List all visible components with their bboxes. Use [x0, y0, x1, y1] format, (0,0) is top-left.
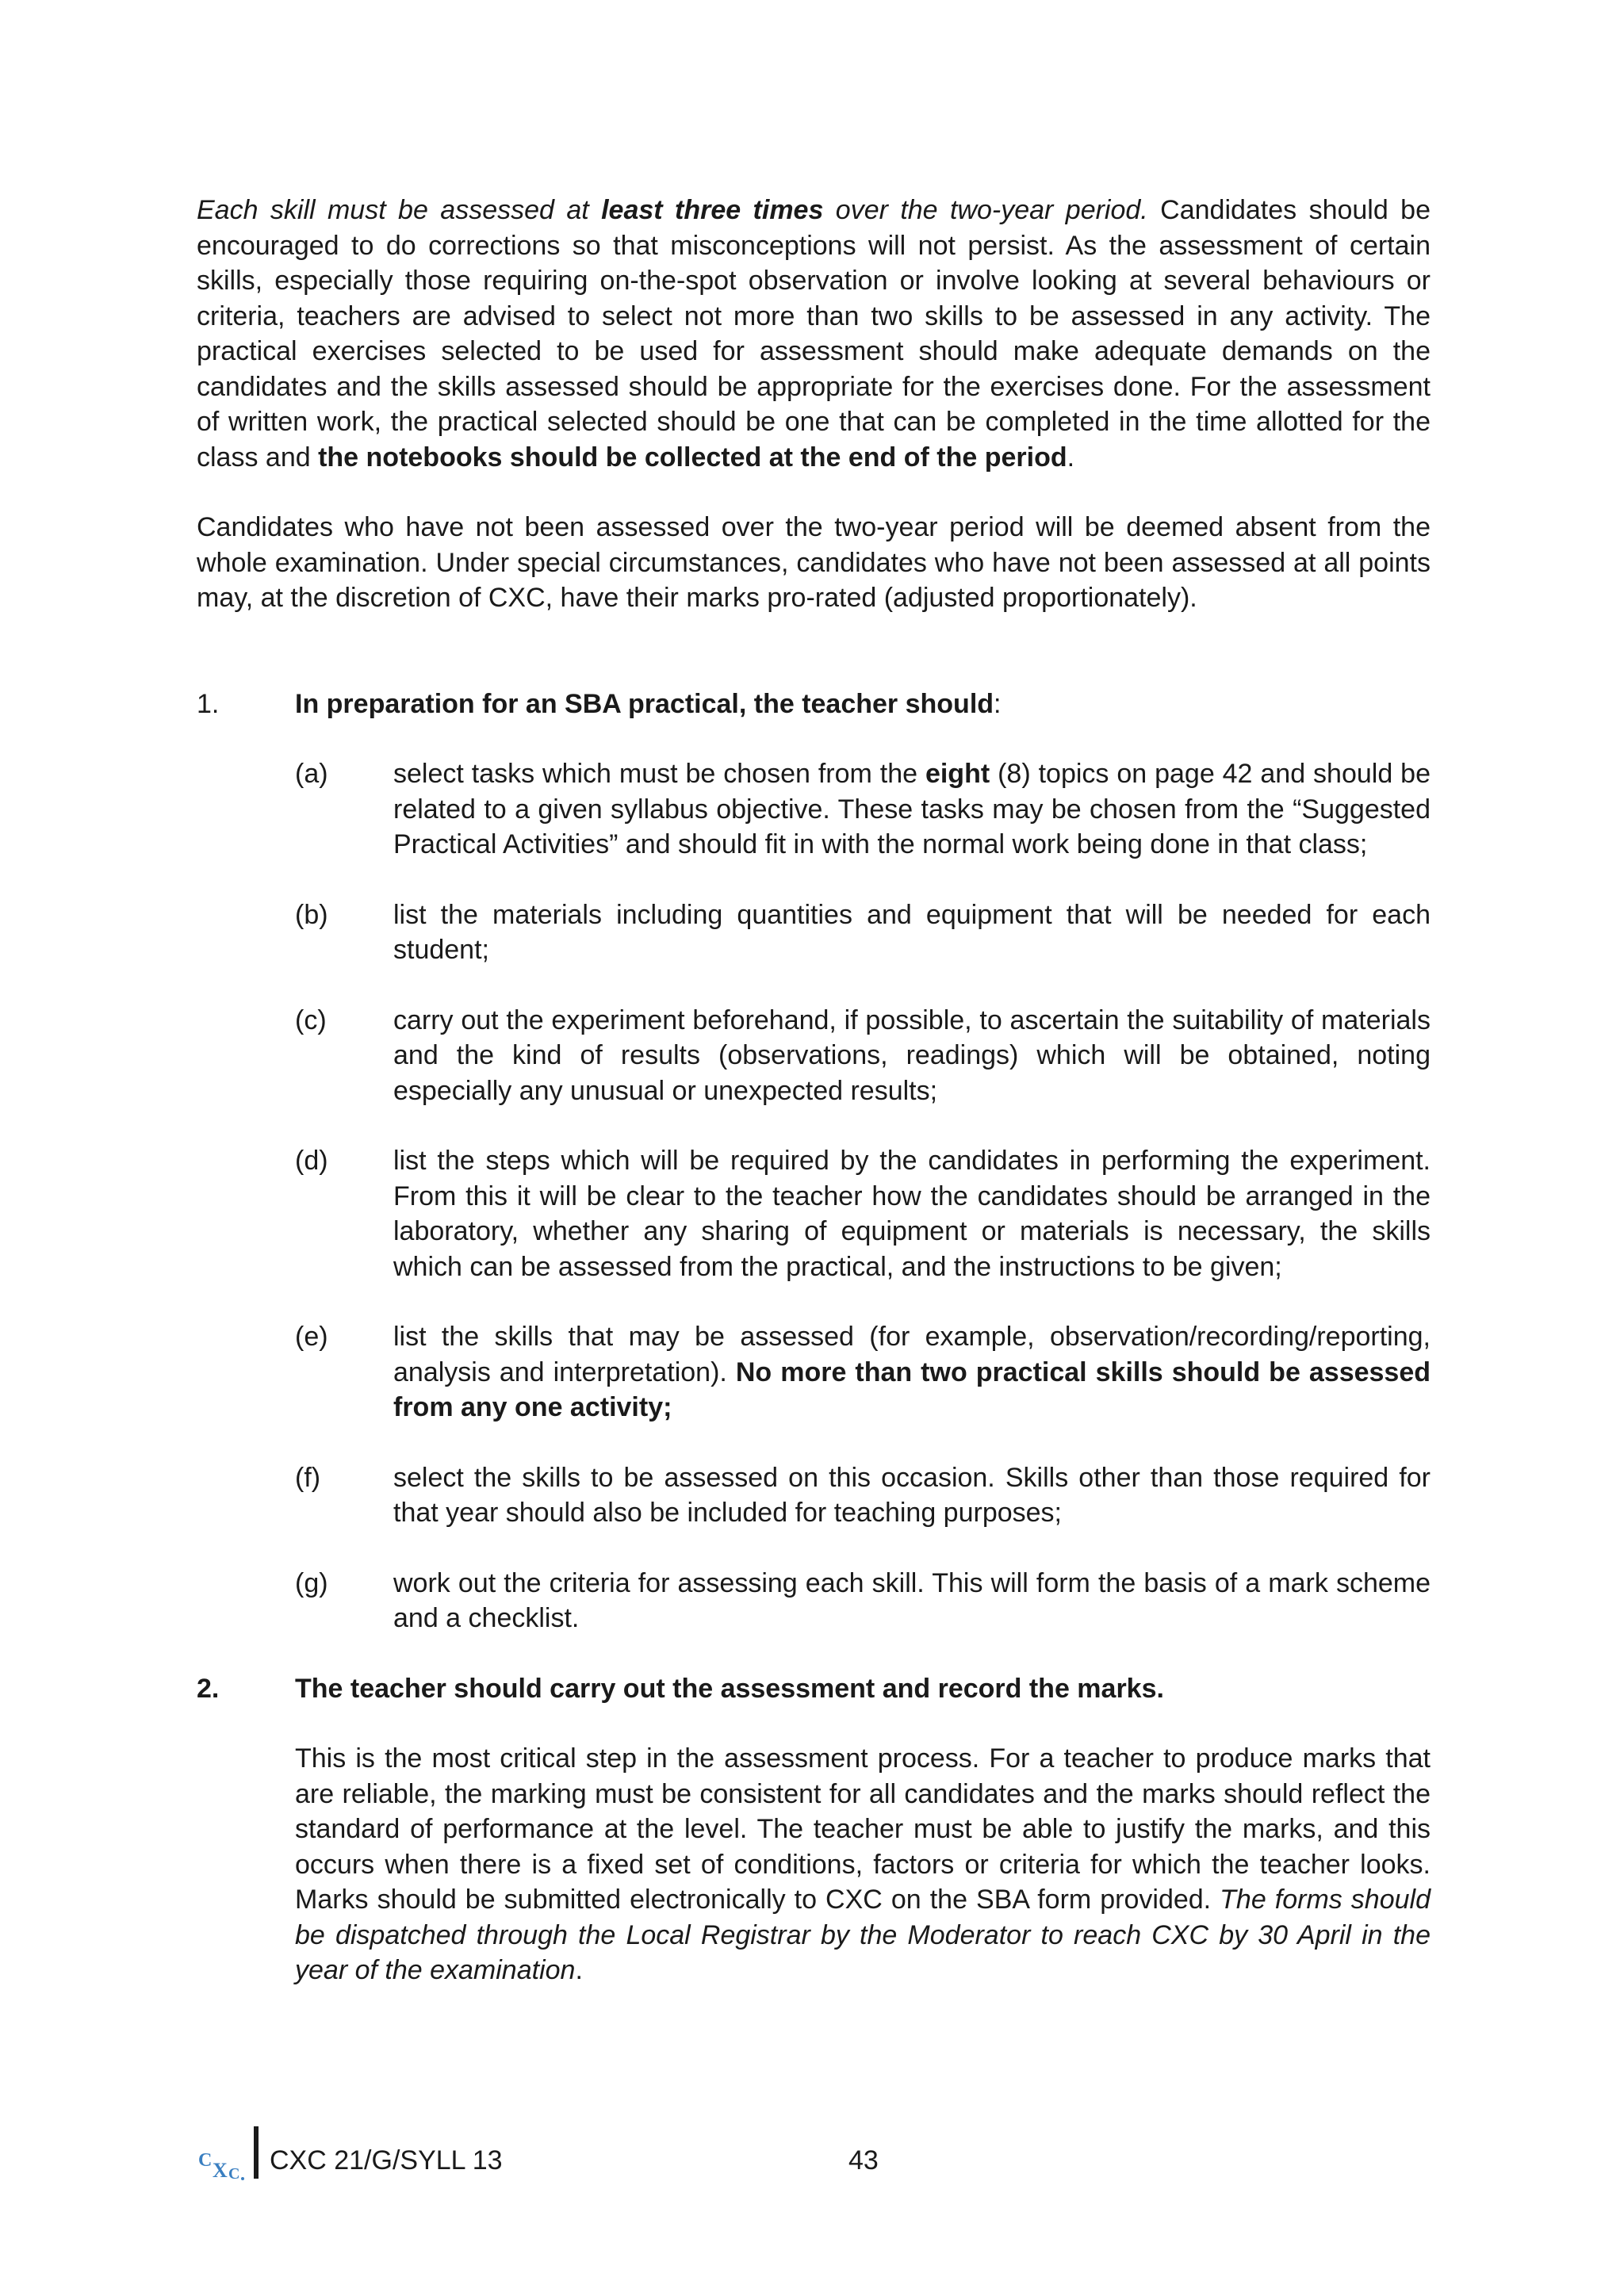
- page-content: [197, 193, 1431, 1988]
- list-text-part: select tasks which must be chosen from the: [393, 759, 925, 789]
- list-item-c: [295, 1003, 1431, 1109]
- list-label: (b): [295, 899, 328, 930]
- svg-text:X: X: [213, 2159, 228, 2182]
- list-text: carry out the experiment beforehand, if possible, to ascertain the suitability of materials and the kind of results (observations, readings) which will be obtained, noting especially any unusual or unexpected results;: [393, 1004, 1431, 1106]
- section-1-number: 1.: [197, 688, 220, 719]
- cxc-logo-icon: [197, 2147, 247, 2182]
- list-text: select the skills to be assessed on this occasion. Skills other than those required for that year should also be included for teaching purposes;: [393, 1462, 1431, 1528]
- footer-divider: [254, 2126, 259, 2179]
- list-item-a: [295, 756, 1431, 863]
- list-text-bold: No more than two practical skills should be assessed from any one activity;: [393, 1357, 1431, 1422]
- list-text-part: (8) topics on page 42 and should be related to a given syllabus objective. These tasks may be chosen from the “Suggested Practical Activities” and should fit in with the normal work being done in that class;: [393, 759, 1431, 859]
- list-label: (c): [295, 1004, 327, 1035]
- list-label: (e): [295, 1322, 328, 1352]
- section-2-number: 2.: [197, 1673, 220, 1704]
- list-text-part: list the skills that may be assessed (for example, observation/recording/reporting, analysis and interpretation).: [393, 1322, 1431, 1387]
- intro-paragraph-1: [197, 193, 1431, 475]
- intro-end: .: [1067, 442, 1075, 473]
- list-item-b: [295, 897, 1431, 968]
- syllabus-code: CXC 21/G/SYLL 13: [270, 2145, 503, 2175]
- section-2-body: [295, 1741, 1431, 1988]
- section-2-italic: The forms should be dispatched through the Local Registrar by the Moderator to reach CXC by 30 April in the year of the examination: [295, 1885, 1431, 1985]
- section-1-title: In preparation for an SBA practical, the teacher should: [295, 688, 994, 719]
- section-1-heading: [197, 687, 1431, 722]
- list-text: list the materials including quantities and equipment that will be needed for each student;: [393, 899, 1431, 965]
- section-2-text: This is the most critical step in the assessment process. For a teacher to produce marks that are reliable, the marking must be consistent for all candidates and the marks should reflect the standard of performance at the level. The teacher must be able to justify the marks, and this occurs when there is a fixed set of conditions, factors or criteria for which the teacher looks. Marks should be submitted electronically to CXC on the SBA form provided.: [295, 1743, 1431, 1915]
- list-label: (g): [295, 1567, 328, 1598]
- section-1-list: [295, 756, 1431, 1636]
- list-item-e: [295, 1319, 1431, 1425]
- list-text: [393, 1319, 1431, 1425]
- section-2-heading: [197, 1671, 1431, 1707]
- list-item-f: [295, 1460, 1431, 1531]
- page-footer: [197, 2126, 1431, 2182]
- list-label: (d): [295, 1146, 328, 1176]
- list-text: list the steps which will be required by the candidates in performing the experiment. From this it will be clear to the teacher how the candidates should be arranged in the laboratory, whether any sharing of equipment or materials is necessary, the skills which can be assessed from the practical, and the instructions to be given;: [393, 1146, 1431, 1282]
- list-text: [393, 756, 1431, 863]
- svg-text:C: C: [198, 2150, 213, 2171]
- list-label: (a): [295, 759, 328, 789]
- section-2-title: The teacher should carry out the assessment and record the marks.: [295, 1673, 1164, 1704]
- svg-text:C: C: [228, 2165, 240, 2182]
- intro-italic-2: over the two-year period.: [823, 195, 1148, 225]
- list-text: work out the criteria for assessing each skill. This will form the basis of a mark scheme and a checklist.: [393, 1567, 1431, 1633]
- page-number: 43: [848, 2145, 879, 2175]
- section-1-colon: :: [994, 688, 1002, 719]
- intro-bold: the notebooks should be collected at the end of the period: [318, 442, 1067, 473]
- intro-paragraph-2: Candidates who have not been assessed over the two-year period will be deemed absent from the whole examination. Under special circumstances, candidates who have not been assessed at all points may, at the discretion of CXC, have their marks pro-rated (adjusted proportionately).: [197, 512, 1431, 613]
- intro-text: Candidates should be encouraged to do corrections so that misconceptions will not persist. As the assessment of certain skills, especially those requiring on-the-spot observation or involve looking at several behaviours or criteria, teachers are advised to select not more than two skills to be assessed in any activity. The practical exercises selected to be used for assessment should make adequate demands on the candidates and the skills assessed should be appropriate for the exercises done. For the assessment of written work, the practical selected should be one that can be completed in the time allotted for the class and: [197, 195, 1431, 473]
- list-text-bold: eight: [925, 759, 990, 789]
- list-label: (f): [295, 1462, 321, 1493]
- intro-italic-1: Each skill must be assessed at: [197, 195, 602, 225]
- list-item-g: [295, 1566, 1431, 1636]
- intro-bold-italic: least three times: [601, 195, 824, 225]
- list-item-d: [295, 1143, 1431, 1284]
- section-2-end: .: [575, 1955, 583, 1985]
